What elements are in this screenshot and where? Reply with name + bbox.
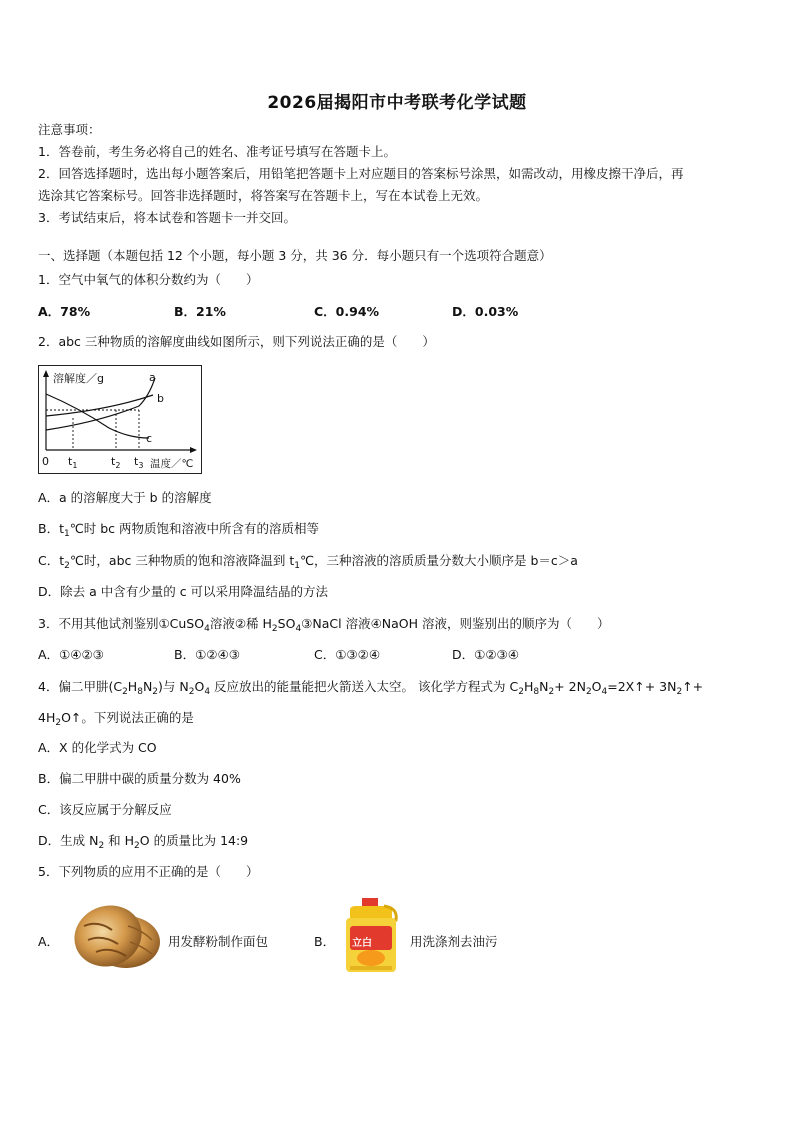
q4-option-d: D．生成 $N_2$ 和 $H_2O$ 的质量比为 14:9: [38, 833, 249, 851]
y-axis-arrow: [43, 370, 49, 377]
x-tick-label-3: $t_3$: [134, 455, 144, 470]
q1-option-d: D．0.03%: [452, 304, 519, 319]
bottle-brand-label: 立白: [352, 938, 372, 949]
notice-item-2-cont: 选涂其它答案标号。回答非选择题时，将答案写在答题卡上，写在本试卷上无效。: [38, 188, 489, 203]
q4-option-b: B．偏二甲肼中碳的质量分数为 40%: [38, 771, 241, 786]
q2-option-a: A．a 的溶解度大于 b 的溶解度: [38, 490, 212, 505]
series-label-a: a: [149, 371, 156, 384]
q4-stem-cont: $4H_2O↑$。下列说法正确的是: [38, 710, 194, 728]
q4-option-a: A．X 的化学式为 CO: [38, 740, 157, 755]
curve-b: [46, 395, 153, 416]
q4-stem: 4．偏二甲肼$(C_2H_8N_2)$与 $N_2O_4$ 反应放出的能量能把火箭送入太空。 该化学方程式为 $C_2H_8N_2+$ $2N_2O_4=2X↑+$ $3N_2↑+$: [38, 679, 704, 697]
solubility-chart-frame: [38, 365, 202, 474]
series-label-c: c: [146, 432, 153, 445]
y-axis-label: 溶解度／g: [53, 372, 104, 385]
q5-option-b-text: 用洗涤剂去油污: [410, 934, 498, 949]
notice-item-2: 2．回答选择题时，选出每小题答案后，用铅笔把答题卡上对应题目的答案标号涂黑，如需改动，用橡皮擦干净后，再: [38, 166, 684, 181]
origin-label: 0: [42, 455, 49, 468]
x-axis-arrow: [190, 447, 197, 453]
q1-option-b: B．21%: [174, 304, 226, 319]
notice-item-3: 3．考试结束后，将本试卷和答题卡一并交回。: [38, 210, 296, 225]
x-tick-label-2: $t_2$: [111, 455, 121, 470]
q2-stem: 2．abc 三种物质的溶解度曲线如图所示，则下列说法正确的是（ ）: [38, 334, 435, 349]
q3-option-a: A．①④②③: [38, 647, 104, 662]
q2-option-d: D．除去 a 中含有少量的 c 可以采用降温结晶的方法: [38, 584, 329, 599]
page-title: 2026届揭阳市中考联考化学试题: [267, 93, 527, 113]
notice-heading: 注意事项：: [38, 122, 101, 137]
x-tick-label-1: $t_1$: [68, 455, 78, 470]
q5-option-a-text: 用发酵粉制作面包: [168, 934, 269, 949]
q5-option-a-letter: A．: [38, 934, 60, 949]
q1-stem: 1．空气中氧气的体积分数约为（ ）: [38, 272, 259, 287]
x-axis-label: 温度／℃: [150, 458, 194, 470]
q3-option-d: D．①②③④: [452, 647, 519, 662]
bread-image: [68, 896, 164, 976]
q5-stem: 5．下列物质的应用不正确的是（ ）: [38, 864, 259, 879]
solubility-chart: [39, 366, 201, 473]
q4-option-c: C．该反应属于分解反应: [38, 802, 172, 817]
notice-item-1: 1．答卷前，考生务必将自己的姓名、准考证号填写在答题卡上。: [38, 144, 396, 159]
q5-option-b-letter: B．: [314, 934, 336, 949]
q1-option-a: A．78%: [38, 304, 91, 319]
q3-option-b: B．①②④③: [174, 647, 240, 662]
q1-option-c: C．0.94%: [314, 304, 380, 319]
q2-option-c: C．$t_2℃$时，abc 三种物质的饱和溶液降温到 $t_1℃$，三种溶液的溶质质量分数大小顺序是 b＝c＞a: [38, 553, 578, 571]
q3-stem: 3．不用其他试剂鉴别①CuSO$_4$溶液②稀 $H_2SO_4③NaCl$ 溶液④NaOH 溶液，则鉴别出的顺序为（ ）: [38, 616, 610, 634]
section-heading: 一、选择题（本题包括 12 个小题，每小题 3 分，共 36 分．每小题只有一个选项符合题意）: [38, 248, 552, 263]
q2-option-b: B．$t_1℃$时 bc 两物质饱和溶液中所含有的溶质相等: [38, 521, 320, 539]
q3-option-c: C．①③②④: [314, 647, 381, 662]
series-label-b: b: [157, 392, 164, 405]
